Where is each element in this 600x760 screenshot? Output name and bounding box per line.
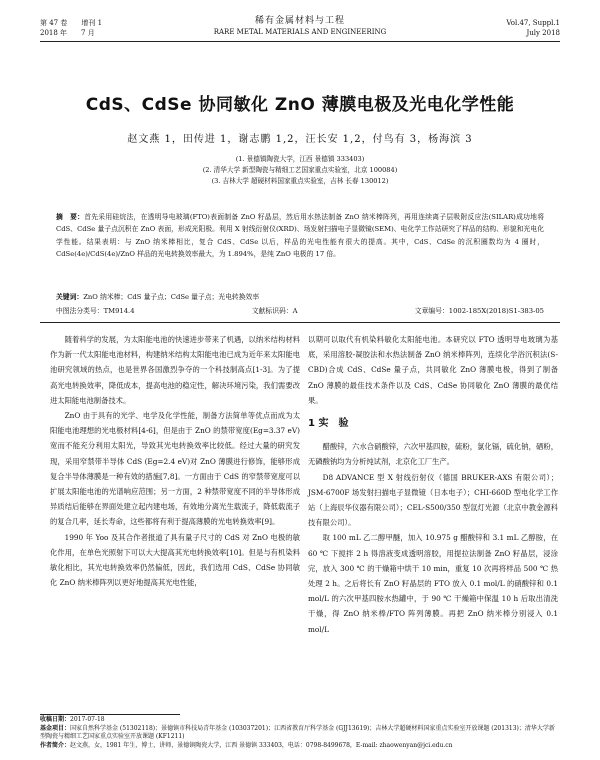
fund-label: 基金项目： xyxy=(40,724,71,732)
header-journal xyxy=(170,16,430,37)
keywords-label: 关键词： xyxy=(56,293,84,301)
body-column-right xyxy=(308,332,558,637)
month: 7 月 xyxy=(81,29,95,37)
body-paragraph: 取 100 mL 乙二醇甲醚，加入 10.975 g 醋酸锌和 3.1 mL 乙醇胺，在 60 ℃ 下搅拌 2 h 得溶液变成透明溶胶，用提拉法制备 ZnO 籽晶层，浸涂完，放入 300 ℃ 的干燥箱中烘干 10 min，重复 10 次再将样品 500 ℃ 热处理 2 h。之后将长有 ZnO 籽晶层的 FTO 放入 0.1 mol/L 的硝酸锌和 0.1 mol/L 的六次甲基四胺水热罐中，于 90 ℃ 干燥箱中保温 10 h 后取出清洗干燥，得 ZnO 纳米棒/FTO 阵列薄膜。再把 ZnO 纳米棒分别浸入 0.1 mol/L xyxy=(308,533,558,634)
affiliation-item: (1. 景德镇陶瓷大学，江西 景德镇 333403) xyxy=(235,155,365,163)
footnote-received xyxy=(40,716,560,725)
author-bio-label: 作者简介： xyxy=(40,741,71,749)
footnote xyxy=(40,716,560,750)
keywords-text: ZnO 纳米棒；CdS 量子点；CdSe 量子点；光电转换效率 xyxy=(83,293,260,301)
affiliation-item: (2. 清华大学 新型陶瓷与精细工艺国家重点实验室，北京 100084) xyxy=(202,166,398,174)
volume: 第 47 卷 xyxy=(40,19,68,27)
body-paragraph: 以期可以取代有机染料敏化太阳能电池。本研究以 FTO 透明导电玻璃为基底，采用溶胶-凝胶法和水热法制备 ZnO 纳米棒阵列，连续化学浴沉积法(S-CBD)合成 CdS、CdSe 量子点，共同敏化 ZnO 薄膜电极，得到了制备 ZnO 薄膜的最佳技术条件以及 CdS、CdSe 协同敏化 ZnO 薄膜的最优结果。 xyxy=(308,335,558,405)
header-volume-en xyxy=(506,18,560,38)
abstract xyxy=(56,211,544,260)
document-code: 文献标识码：A xyxy=(251,307,298,315)
date-en: July 2018 xyxy=(526,29,560,37)
footnote-divider xyxy=(40,714,180,715)
affiliation-item: (3. 吉林大学 超硬材料国家重点实验室，吉林 长春 130012) xyxy=(211,177,389,185)
fund-text: 国家自然科学基金 (51302118)；景德镇市科技局青年基金 (103037201)；江西省教育厅科学基金 (GJJ13619)；吉林大学超硬材料国家重点实验室开放课题 (201313)；清华大学新型陶瓷与精细工艺国家重点实验室开放课题 (KF1211) xyxy=(40,724,555,741)
abstract-label: 摘 要： xyxy=(56,213,85,221)
keywords xyxy=(56,291,544,303)
received-date: 2017-07-18 xyxy=(70,716,105,723)
author-list: 赵文燕 1，田传进 1，谢志鹏 1,2，汪长安 1,2，付鸟有 3，杨海滨 3 xyxy=(127,134,473,145)
body-paragraph: 随着科学的发展，为太阳能电池的快速进步带来了机遇，以纳米结构材料作为新一代太阳能电池材料，构建纳米结构太阳能电池已成为近年来太阳能电池研究领域的热点，也是世界各国激烈争夺的一个科技制高点[1-3]。为了提高光电转换效率，降低成本，提高电池的稳定性，解决环境污染，我们需要改进太阳能电池制备技术。 xyxy=(50,335,300,405)
abstract-text: 首先采用硅烷法，在透明导电玻璃(FTO)表面制备 ZnO 籽晶层，然后用水热法制备 ZnO 纳米棒阵列，再用连续离子层吸附反应法(SILAR)成功地将 CdS、CdSe 量子点沉积在 ZnO 表面，形成光阳极。利用 X 射线衍射仪(XRD)、场发射扫描电子显微镜(SEM)、电化学工作站研究了样品的结构、形貌和光电化学性能。结果表明：与 ZnO 纳米棒相比，复合 CdS、CdSe 以后，样品的光电性能有很大的提高。其中，CdS、CdSe 的沉积圈数均为 4 圈时，CdSe(4e)/CdS(4e)/ZnO 样品的光电转换效率最大，为 1.894%，是纯 ZnO 电极的 17 倍。 xyxy=(56,213,545,258)
body-paragraph: 1990 年 Yoo 及其合作者报道了具有量子尺寸的 CdS 对 ZnO 电极的敏化作用，在单色光照射下可以大大提高其光电转换效率[10]。但是与有机染料敏化相比，其光电转换效率仍然偏低，因此，我们选用 CdS、CdSe 协同敏化 ZnO 纳米棒阵列以更好地提高其光电性能， xyxy=(50,532,300,588)
body-paragraph: 醋酸锌，六水合硝酸锌，六次甲基四胺，硫粉，氯化镉，硫化钠，硒粉，无磷酸钠均为分析纯试剂，北京化工厂生产。 xyxy=(308,442,558,467)
body-paragraph: ZnO 由于具有的光学、电学及化学性能，制备方法简单等优点而成为太阳能电池理想的光电极材料[4-6]，但是由于 ZnO 的禁带宽度(Eg=3.37 eV)宽而不能充分利用太阳光，导致其光电转换效率比较低。经过大量的研究发现，采用窄禁带半导体 CdS (Eg=2.4 eV)对 ZnO 薄膜进行修饰，能够形成复合半导体薄膜是一种有效的措施[7,8]。一方面由于 CdS 的窄禁带宽度可以扩展太阳能电池的光谱响应范围；另一方面，2 种禁带宽度不同的半导体形成异质结后能够在界面处建立起内建电场，有效地分离光生载流子，降低载流子的复合几率，延长寿命，这些都将有利于提高薄膜的光电转换效率[9]。 xyxy=(50,411,300,527)
affiliations xyxy=(40,154,560,187)
classification-line xyxy=(56,305,544,317)
year: 2018 年 xyxy=(40,29,68,37)
abstract-divider xyxy=(40,322,560,323)
journal-name-en: RARE METAL MATERIALS AND ENGINEERING xyxy=(213,28,387,36)
article-number: 文章编号：1002-185X(2018)S1-383-05 xyxy=(414,307,544,315)
journal-name-cn: 稀有金属材料与工程 xyxy=(254,16,345,26)
footnote-fund xyxy=(40,725,560,742)
issue: 增刊 1 xyxy=(81,19,103,27)
header-volume-issue xyxy=(40,18,102,38)
body-column-left xyxy=(50,332,300,590)
received-label: 收稿日期： xyxy=(40,716,71,723)
clc-number: 中图法分类号：TM914.4 xyxy=(56,307,135,315)
footnote-author xyxy=(40,742,560,751)
section-heading: 1 实 验 xyxy=(308,418,349,430)
body-paragraph: D8 ADVANCE 型 X 射线衍射仪（德国 BRUKER-AXS 有限公司）；JSM-6700F 场发射扫描电子显微镜（日本电子）；CHI-660D 型电化学工作站（上海辰华仪器有限公司）；CEL-S500/350 型氙灯光源（北京中教金源科技有限公司）。 xyxy=(308,472,558,528)
vol-en: Vol.47, Suppl.1 xyxy=(506,19,560,27)
author-bio-text: 赵文燕，女，1981 年生，博士，讲师，景德镇陶瓷大学，江西 景德镇 333403，电话：0798-8499678，E-mail: zhaowenyan@jci.edu.cn xyxy=(70,741,453,749)
paper-title: CdS、CdSe 协同敏化 ZnO 薄膜电极及光电化学性能 xyxy=(85,95,515,115)
header-divider xyxy=(40,41,560,42)
